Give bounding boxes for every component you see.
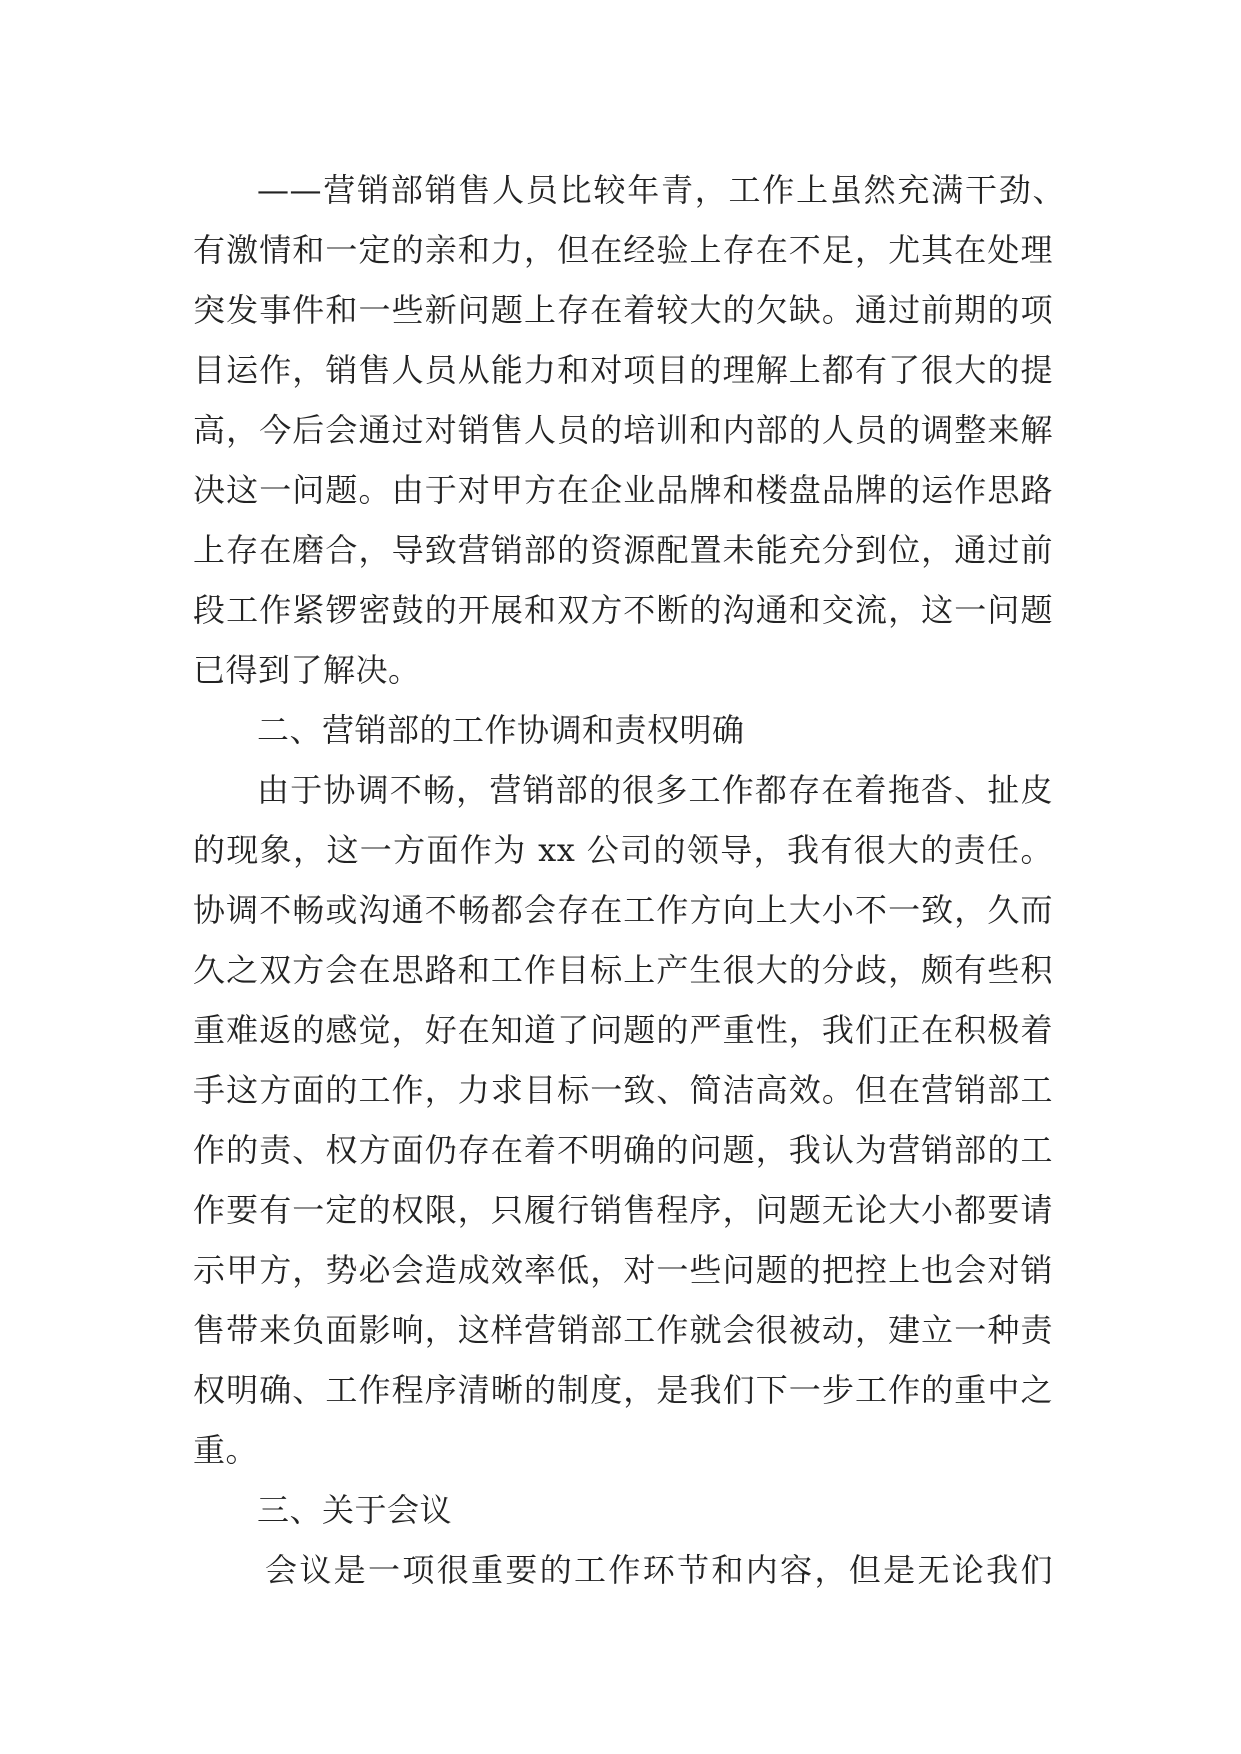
paragraph-line: 重难返的感觉，好在知道了问题的严重性，我们正在积极着 — [193, 1011, 1053, 1049]
paragraph-line: 有激情和一定的亲和力，但在经验上存在不足，尤其在处理 — [193, 231, 1053, 269]
paragraph-line: 权明确、工作程序清晰的制度，是我们下一步工作的重中之 — [193, 1371, 1053, 1409]
paragraph-line: 作要有一定的权限，只履行销售程序，问题无论大小都要请 — [193, 1191, 1053, 1229]
paragraph-line: 手这方面的工作，力求目标一致、简洁高效。但在营销部工 — [193, 1071, 1053, 1109]
paragraph-line: 会议是一项很重要的工作环节和内容，但是无论我们 — [265, 1551, 1053, 1589]
paragraph-line: 作的责、权方面仍存在着不明确的问题，我认为营销部的工 — [193, 1131, 1053, 1169]
paragraph-line: ——营销部销售人员比较年青，工作上虽然充满干劲、 — [257, 171, 1065, 209]
paragraph-line: 久之双方会在思路和工作目标上产生很大的分歧，颇有些积 — [193, 951, 1053, 989]
paragraph-line: 突发事件和一些新问题上存在着较大的欠缺。通过前期的项 — [193, 291, 1053, 329]
paragraph-line: 目运作，销售人员从能力和对项目的理解上都有了很大的提 — [193, 351, 1053, 389]
paragraph-line: 示甲方，势必会造成效率低，对一些问题的把控上也会对销 — [193, 1251, 1053, 1289]
paragraph-line: 决这一问题。由于对甲方在企业品牌和楼盘品牌的运作思路 — [193, 471, 1053, 509]
paragraph-line: 段工作紧锣密鼓的开展和双方不断的沟通和交流，这一问题 — [193, 591, 1053, 629]
section-heading: 三、关于会议 — [257, 1491, 453, 1529]
paragraph-line: 售带来负面影响，这样营销部工作就会很被动，建立一种责 — [193, 1311, 1053, 1349]
paragraph-line: 高，今后会通过对销售人员的培训和内部的人员的调整来解 — [193, 411, 1053, 449]
paragraph-line: 协调不畅或沟通不畅都会存在工作方向上大小不一致，久而 — [193, 891, 1053, 929]
paragraph-line: 的现象，这一方面作为 xx 公司的领导，我有很大的责任。 — [193, 831, 1053, 869]
paragraph-line: 重。 — [193, 1431, 259, 1469]
section-heading: 二、营销部的工作协调和责权明确 — [257, 711, 745, 749]
document-body — [193, 160, 1065, 1600]
paragraph-line: 由于协调不畅，营销部的很多工作都存在着拖沓、扯皮 — [257, 771, 1053, 809]
paragraph-line: 已得到了解决。 — [193, 651, 421, 689]
paragraph-line: 上存在磨合，导致营销部的资源配置未能充分到位，通过前 — [193, 531, 1053, 569]
